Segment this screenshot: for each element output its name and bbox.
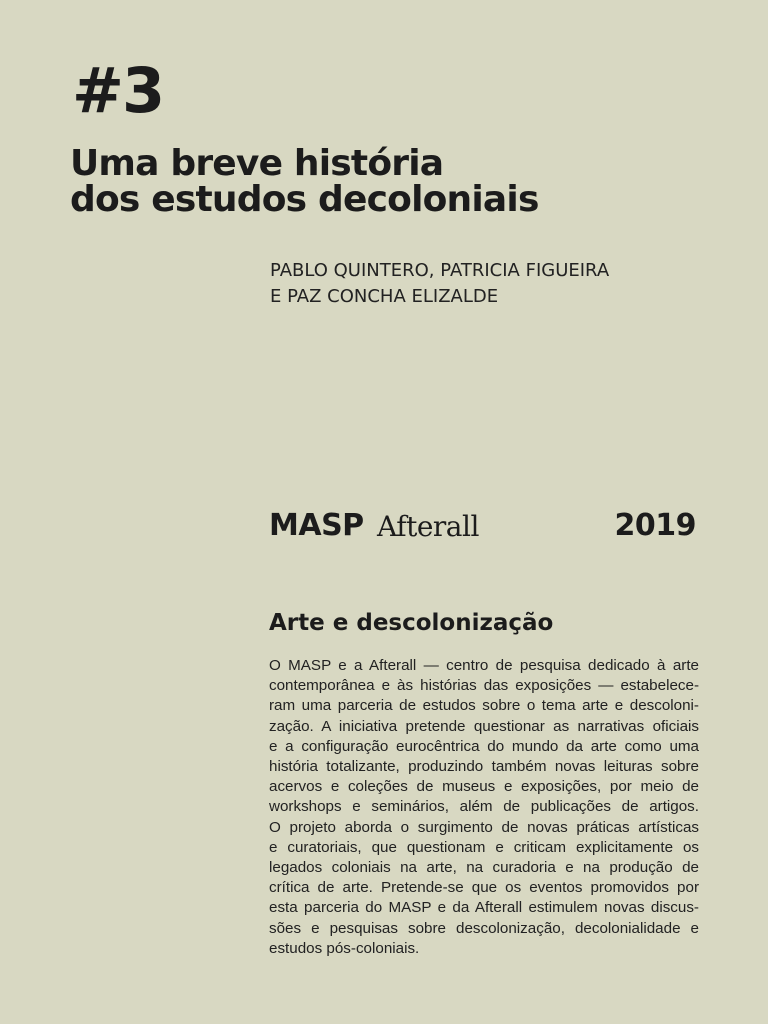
body-line: e curatoriais, que questionam e criticam explicitamente os: [269, 838, 699, 856]
body-line: e a configuração eurocêntrica do mundo da arte como uma: [269, 737, 699, 755]
title-line: dos estudos decoloniais: [70, 179, 539, 220]
body-line: esta parceria do MASP e da Afterall estimulem novas discus-: [269, 899, 699, 917]
body-line: contemporânea e às histórias das exposições — estabelece-: [269, 677, 699, 695]
body-line: O MASP e a Afterall — centro de pesquisa dedicado à arte: [269, 657, 699, 674]
body-line: zação. A iniciativa pretende questionar as narrativas oficiais: [269, 717, 699, 735]
body-line: O projeto aborda o surgimento de novas práticas artísticas: [269, 818, 699, 836]
body-line: crítica de arte. Pretende-se que os eventos promovidos por: [269, 879, 699, 897]
body-line: história totalizante, produzindo também novas leituras sobre: [269, 758, 699, 776]
body-line: workshops e seminários, além de publicações de artigos.: [269, 798, 699, 816]
authors-line: PABLO QUINTERO, PATRICIA FIGUEIRA: [270, 260, 610, 281]
authors-line: E PAZ CONCHA ELIZALDE: [270, 286, 499, 307]
body-line: sões e pesquisas sobre descolonização, decolonialidade e: [269, 919, 699, 937]
publisher-line: [269, 508, 696, 548]
body-paragraph: [269, 656, 699, 959]
body-line: legados coloniais na arte, na curadoria e na produção de: [269, 859, 699, 877]
afterall-logo: Afterall: [377, 510, 479, 543]
masp-logo: MASP: [269, 508, 364, 543]
authors: [270, 258, 609, 310]
body-line: acervos e coleções de museus e exposições, por meio de: [269, 778, 699, 796]
document-title: [70, 143, 539, 220]
title-line: Uma breve história: [70, 143, 444, 184]
publication-year: 2019: [614, 508, 696, 543]
body-line: ram uma parceria de estudos sobre o tema arte e descoloni-: [269, 697, 699, 715]
issue-number: #3: [72, 54, 164, 127]
section-heading: Arte e descolonização: [269, 610, 554, 636]
body-line: estudos pós-coloniais.: [269, 939, 420, 957]
